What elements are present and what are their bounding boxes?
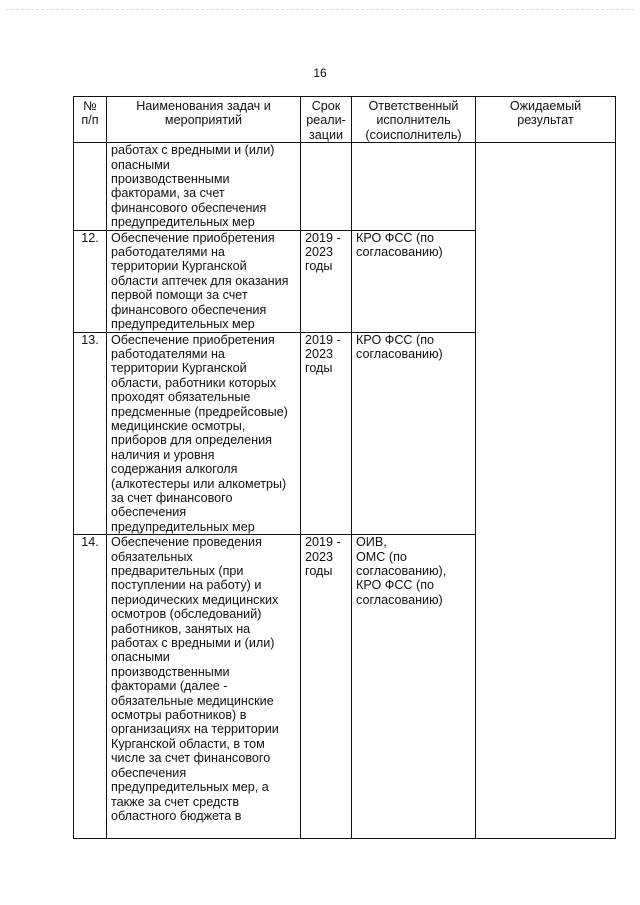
header-term: Срок реали- зации: [301, 97, 352, 143]
row-num: 13.: [74, 332, 107, 535]
row-responsible: КРО ФСС (по согласованию): [352, 230, 476, 332]
table-row: [74, 143, 616, 230]
row-term: 2019 - 2023 годы: [301, 230, 352, 332]
row-name: работах с вредными и (или) опасными производственными факторами, за счет финансового обеспечения предупредительных мер: [107, 143, 301, 230]
result-cell: [476, 143, 616, 839]
header-responsible: Ответственный исполнитель (соисполнитель): [352, 97, 476, 143]
row-num: [74, 143, 107, 230]
row-name: Обеспечение приобретения работодателями на территории Курганской области, работники которых проходят обязательные предсменные (предрейсовые) медицинские осмотры, приборов для определения наличия и уровня содержания алкоголя (алкотестеры или алкометры) за счет финансового обеспечения предупредительных мер: [107, 332, 301, 535]
header-num: № п/п: [74, 97, 107, 143]
page-number: 16: [313, 66, 327, 80]
row-num: 12.: [74, 230, 107, 332]
header-name: Наименования задач и мероприятий: [107, 97, 301, 143]
row-term: 2019 - 2023 годы: [301, 535, 352, 839]
row-name: Обеспечение проведения обязательных предварительных (при поступлении на работу) и периодических медицинских осмотров (обследований) работников, занятых на работах с вредными и (или) опасными производственными факторами (далее - обязательные медицинские осмотры работников) в организациях на территории Курганской области, в том числе за счет финансового обеспечения предупредительных мер, а также за счет средств областного бюджета в: [107, 535, 301, 839]
row-term: [301, 143, 352, 230]
row-responsible: [352, 143, 476, 230]
row-name: Обеспечение приобретения работодателями на территории Курганской области аптечек для оказания первой помощи за счет финансового обеспечения предупредительных мер: [107, 230, 301, 332]
row-responsible: КРО ФСС (по согласованию): [352, 332, 476, 535]
measures-table: [73, 96, 616, 839]
scan-artifact-top: [6, 9, 634, 12]
row-num: 14.: [74, 535, 107, 839]
table-header-row: [74, 97, 616, 143]
row-responsible: ОИВ, ОМС (по согласованию), КРО ФСС (по согласованию): [352, 535, 476, 839]
row-term: 2019 - 2023 годы: [301, 332, 352, 535]
header-result: Ожидаемый результат: [476, 97, 616, 143]
